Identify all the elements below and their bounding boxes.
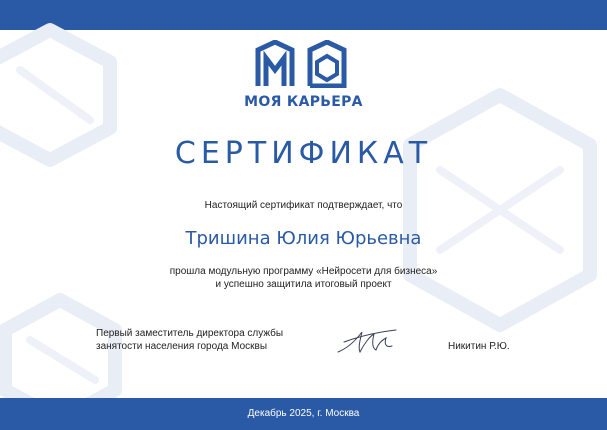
certificate-body-line1: прошла модульную программу «Нейросети для бизнеса» bbox=[169, 266, 438, 277]
certificate-title: СЕРТИФИКАТ bbox=[174, 136, 433, 171]
signatory-position-line1: Первый заместитель директора службы bbox=[96, 328, 284, 339]
certificate-intro: Настоящий сертификат подтверждает, что bbox=[204, 200, 403, 211]
signatory-name: Никитин Р.Ю. bbox=[448, 341, 510, 352]
footer-date-place: Декабрь 2025, г. Москва bbox=[247, 408, 360, 419]
mk-logo-icon bbox=[254, 40, 350, 88]
handwritten-signature bbox=[334, 322, 400, 358]
signatory-position-line2: занятости населения города Москвы bbox=[96, 341, 268, 352]
brand-name: МОЯ КАРЬЕРА bbox=[244, 94, 363, 110]
recipient-name: Тришина Юлия Юрьевна bbox=[185, 228, 422, 249]
certificate-body-line2: и успешно защитила итоговый проект bbox=[215, 279, 392, 290]
